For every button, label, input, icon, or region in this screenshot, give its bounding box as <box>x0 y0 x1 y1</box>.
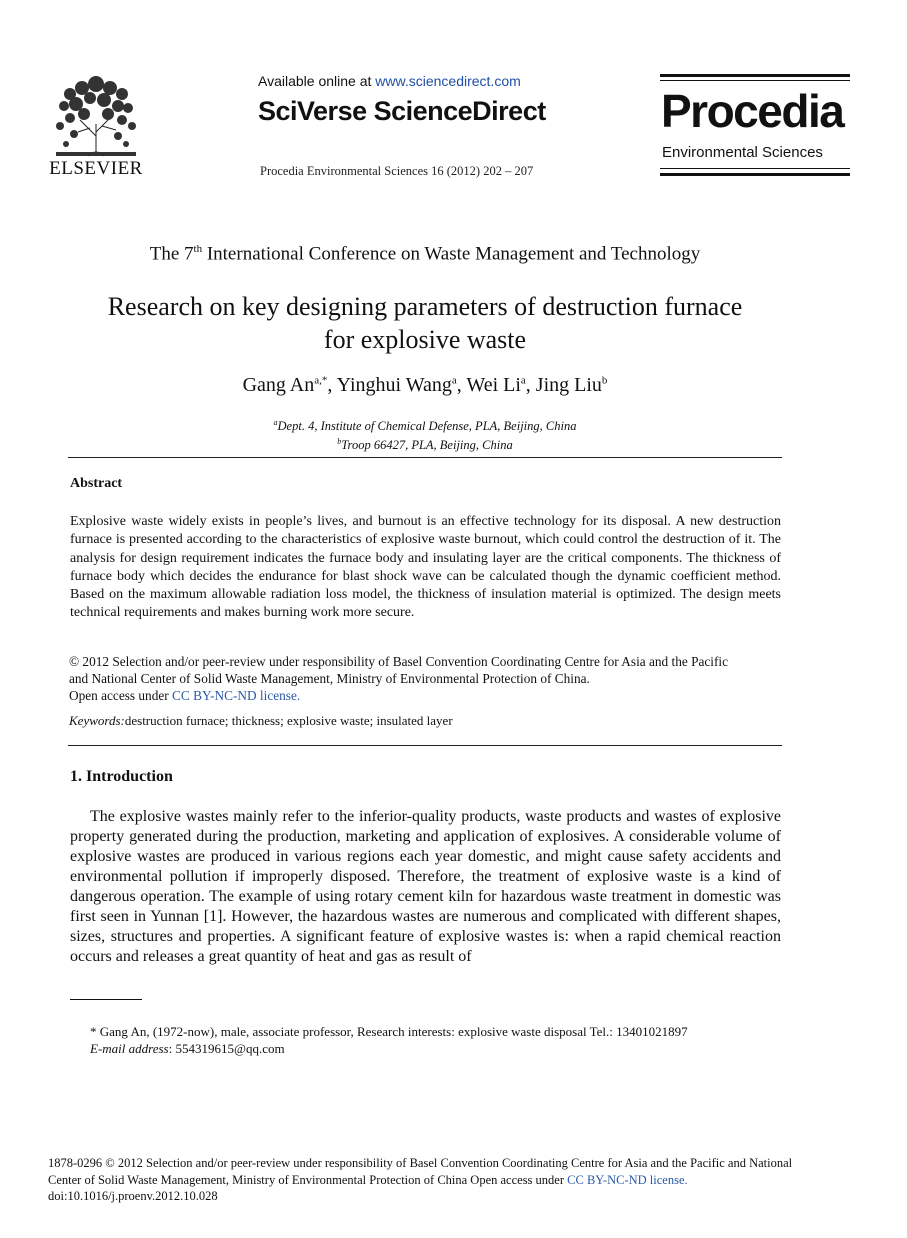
elsevier-wordmark: ELSEVIER <box>49 158 143 179</box>
affiliation-a <box>0 415 850 434</box>
footnote-email <box>90 1041 285 1057</box>
introduction-body: The explosive wastes mainly refer to the inferior-quality products, waste products and wastes of explosive property generated during the production, marketing and application of explosives. A considerable volume of explosive wastes are produced in various regions each year domestic, and might cause safety accidents and environmental pollution if improperly disposed. Therefore, the treatment of explosive waste is a kind of dangerous operation. The example of using rotary cement kiln for hazardous waste treatment in domestic was first seen in Yunnan [1]. However, the hazardous wastes are numerous and complicated with different shapes, sizes, structures and properties. A significant feature of explosive wastes is: when a rapid chemical reaction occurs and releases a great quantity of heat and gas as result of <box>70 808 781 965</box>
journal-citation: Procedia Environmental Sciences 16 (2012) 202 – 207 <box>260 164 534 178</box>
footer-license-link[interactable]: CC BY-NC-ND license. <box>567 1172 688 1187</box>
copyright-line-1: © 2012 Selection and/or peer-review under responsibility of Basel Convention Coordinating Centre for Asia and the Pacific <box>69 654 729 669</box>
conference-pre: The 7 <box>149 243 194 265</box>
procedia-title: Procedia <box>661 85 844 137</box>
author-name: Yinghui Wang <box>336 374 452 396</box>
email-label: E-mail address <box>90 1041 169 1056</box>
footnote-rule <box>70 999 142 1000</box>
procedia-logo <box>660 74 850 176</box>
author-sep: , <box>456 374 467 396</box>
author-name: Wei Li <box>466 374 521 396</box>
conference-name <box>0 243 850 265</box>
keywords-text: destruction furnace; thickness; explosive waste; insulated layer <box>124 713 453 728</box>
abstract-body: Explosive waste widely exists in people’s lives, and burnout is an effective technology for its disposal. A new destruction furnace is presented according to the characteristics of explosive waste burnout, which could control the destruction of it. The analysis for design requirement indicates the furnace body and insulating layer are the critical components. The thickness of furnace body which decides the endurance for blast shock wave can be calculated though the dynamic coefficient method. Based on the maximum allowable radiation loss model, the thickness of insulation material is optimized. The design meets technical requirements and makes burning work more secure. <box>70 514 781 621</box>
abstract-heading: Abstract <box>70 476 123 491</box>
doi: doi:10.1016/j.proenv.2012.10.028 <box>48 1189 218 1203</box>
footer-line-2 <box>48 1172 858 1189</box>
title-line-1: Research on key designing parameters of destruction furnace <box>107 292 743 321</box>
footer-line-1: 1878-0296 © 2012 Selection and/or peer-review under responsibility of Basel Convention Coordinating Centre for Asia and the Pacific and National <box>48 1156 793 1170</box>
footer-line-2-text: Center of Solid Waste Management, Ministry of Environmental Protection of China <box>48 1172 471 1187</box>
author-sep: , <box>525 374 536 396</box>
footnote-star: * <box>90 1024 97 1039</box>
author-sup: b <box>601 374 608 387</box>
available-online <box>258 73 521 89</box>
email-value: : 554319615@qq.com <box>168 1041 285 1056</box>
title-line-2: for explosive waste <box>323 325 527 354</box>
author-sup: a,* <box>314 374 328 387</box>
affiliation-text: Troop 66427, PLA, Beijing, China <box>341 438 513 453</box>
author-sep: , <box>327 374 337 396</box>
author-sup: a <box>451 374 457 387</box>
license-link[interactable]: CC BY-NC-ND license. <box>172 688 301 703</box>
affiliation-b <box>0 434 850 453</box>
section-heading-introduction: 1. Introduction <box>70 768 173 785</box>
footer-open-access: Open access under <box>470 1172 568 1187</box>
divider-top <box>68 457 782 458</box>
available-prefix: Available online at <box>258 73 376 89</box>
divider-bottom <box>68 745 782 746</box>
copyright-notice <box>69 653 809 687</box>
author-list <box>0 374 850 397</box>
procedia-subtitle: Environmental Sciences <box>662 144 823 161</box>
sciverse-sciencedirect-logo: SciVerse ScienceDirect <box>258 96 546 126</box>
author-name: Jing Liu <box>535 374 602 396</box>
author-name: Gang An <box>242 374 315 396</box>
footnote-author <box>90 1024 688 1040</box>
author-sup: a <box>520 374 526 387</box>
paper-title <box>40 290 810 356</box>
page-footer <box>48 1155 858 1205</box>
affiliation-text: Dept. 4, Institute of Chemical Defense, PLA, Beijing, China <box>277 419 577 434</box>
open-access-prefix: Open access under <box>69 688 173 703</box>
keywords-label: Keywords: <box>69 713 125 728</box>
sciencedirect-link[interactable]: www.sciencedirect.com <box>375 73 521 89</box>
affiliation-sup: a <box>273 418 278 427</box>
conference-post: International Conference on Waste Management and Technology <box>202 243 701 265</box>
open-access-line <box>69 688 300 704</box>
conference-sup: th <box>193 243 203 255</box>
affiliation-sup: b <box>337 437 342 447</box>
keywords <box>69 713 453 729</box>
copyright-line-2: and National Center of Solid Waste Management, Ministry of Environmental Protection of China. <box>69 671 590 686</box>
footnote-author-text: Gang An, (1972-now), male, associate professor, Research interests: explosive waste disposal Tel.: 13401021897 <box>96 1024 688 1039</box>
affiliations <box>0 415 850 453</box>
